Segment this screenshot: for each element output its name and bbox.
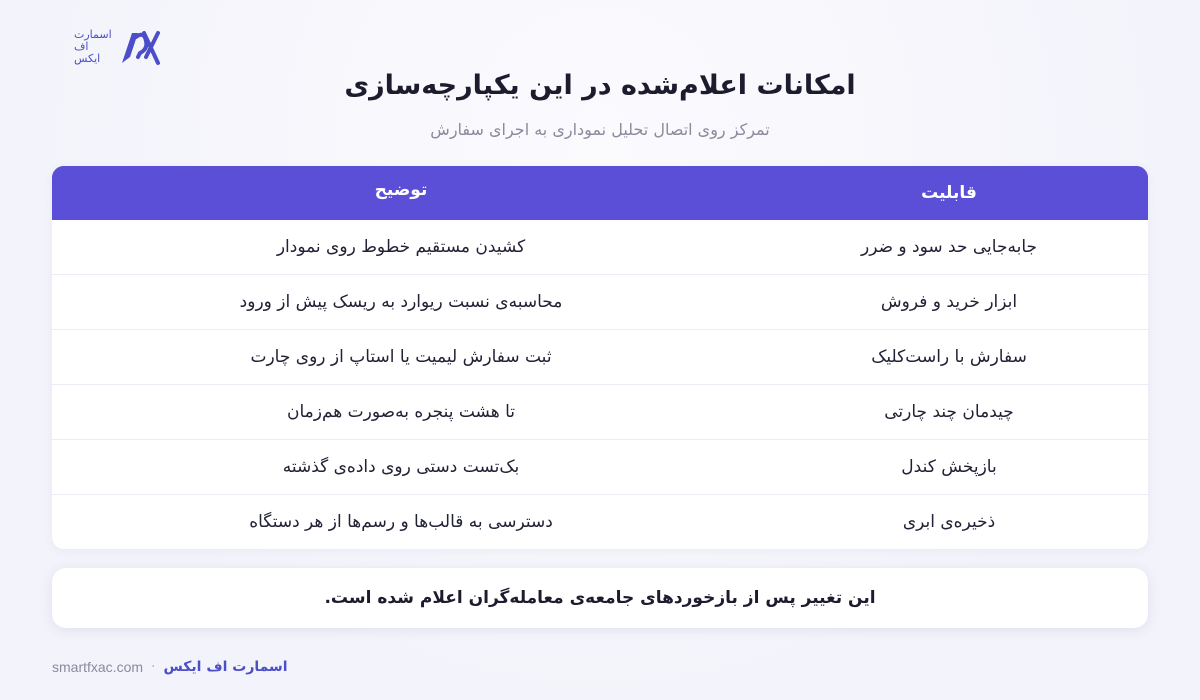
cell-description: کشیدن مستقیم خطوط روی نمودار xyxy=(276,237,526,257)
cell-description: تا هشت پنجره به‌صورت هم‌زمان xyxy=(287,402,516,422)
cell-capability: جابه‌جایی حد سود و ضرر xyxy=(861,237,1038,257)
logo-line-1: اسمارت xyxy=(74,28,112,41)
table-row xyxy=(52,329,1148,384)
header-capability: قابلیت xyxy=(750,166,1148,220)
footer-separator: · xyxy=(151,659,156,675)
logo-line-2: اف xyxy=(74,40,89,53)
cell-description: محاسبه‌ی نسبت ریوارد به ریسک پیش از ورود xyxy=(239,292,563,312)
cell-capability: سفارش با راست‌کلیک xyxy=(871,347,1027,367)
table-row xyxy=(52,439,1148,494)
cell-description: دسترسی به قالب‌ها و رسم‌ها از هر دستگاه xyxy=(249,512,553,532)
announcement-note: این تغییر پس از بازخوردهای جامعه‌ی معامله‌گران اعلام شده است. xyxy=(52,568,1148,628)
table-row xyxy=(52,274,1148,329)
logo-mark-icon xyxy=(118,27,162,67)
footer xyxy=(52,656,288,678)
page-subtitle: تمرکز روی اتصال تحلیل نموداری به اجرای سفارش xyxy=(430,120,770,139)
header-description: توضیح xyxy=(52,166,750,217)
table-row xyxy=(52,220,1148,274)
cell-capability: ابزار خرید و فروش xyxy=(880,292,1018,312)
page-title: امکانات اعلام‌شده در این یکپارچه‌سازی xyxy=(344,70,856,101)
footer-domain-link[interactable]: smartfxac.com xyxy=(52,659,144,675)
logo-line-3: ایکس xyxy=(74,52,101,65)
table-body xyxy=(52,220,1148,549)
footer-brand: اسمارت اف ایکس xyxy=(163,659,288,675)
cell-capability: ذخیره‌ی ابری xyxy=(902,512,996,532)
features-table xyxy=(52,166,1148,549)
logo-wordmark xyxy=(74,29,112,65)
cell-capability: چیدمان چند چارتی xyxy=(884,402,1014,422)
table-row xyxy=(52,384,1148,439)
cell-capability: بازپخش کندل xyxy=(901,457,997,477)
cell-description: ثبت سفارش لیمیت یا استاپ از روی چارت xyxy=(250,347,552,367)
table-row xyxy=(52,494,1148,549)
cell-description: بک‌تست دستی روی داده‌ی گذشته xyxy=(282,457,520,477)
table-header xyxy=(52,166,1148,220)
brand-logo xyxy=(74,24,174,70)
